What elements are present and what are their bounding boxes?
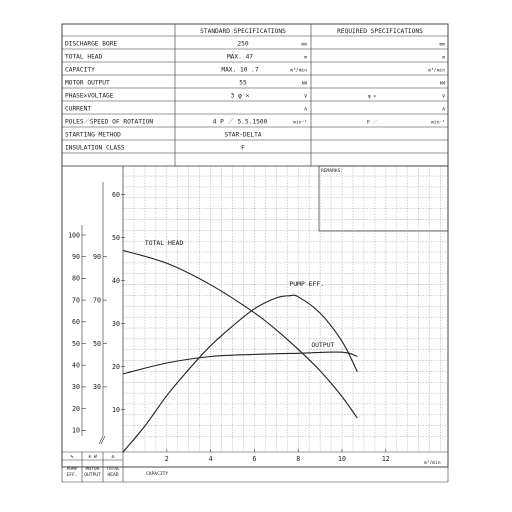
pump-eff-label: PUMP EFF. (289, 279, 325, 288)
footer-motor-output: MOTOR OUTPUT (84, 467, 101, 478)
axis-break (99, 436, 103, 444)
footer-pct-unit: % (70, 455, 74, 460)
required-mid: P ／ (366, 120, 378, 126)
spec-value: 4 P ／ 5.5.1500 (212, 118, 268, 126)
footer-pump-eff: PUMP EFF. (66, 467, 78, 478)
spec-label: STARTING METHOD (65, 131, 121, 139)
spec-unit: kW (301, 81, 307, 87)
performance-chart (68, 166, 448, 463)
spec-value: 250 (237, 40, 249, 48)
pump-eff-tick-label: 80 (72, 274, 80, 283)
total-head-tick-label: 10 (112, 405, 120, 414)
footer-m-unit: m (111, 455, 115, 460)
required-unit: m (442, 55, 445, 61)
spec-unit: V (304, 94, 307, 100)
x-tick-label: 2 (164, 455, 169, 463)
spec-value: F (241, 144, 245, 152)
required-unit: kW (439, 81, 445, 87)
spec-value: MAX. 10 .7 (221, 66, 259, 74)
spec-unit: m³/min (290, 68, 307, 74)
spec-value: MAX. 47 (226, 53, 254, 61)
total-head-tick-label: 20 (112, 362, 120, 371)
x-axis-unit: m³/min (424, 461, 441, 466)
remarks-box (319, 166, 448, 231)
motor-output-tick-label: 90 (93, 253, 101, 261)
spec-table-grid (62, 24, 448, 467)
total-head-tick-label: 30 (112, 319, 120, 328)
spec-value: 55 (239, 79, 247, 87)
remarks-label: REMARKS: (321, 169, 344, 174)
motor-output-tick-label: 70 (93, 296, 101, 305)
pump-eff-tick-label: 100 (68, 231, 80, 240)
x-tick-label: 6 (252, 455, 257, 463)
pump-eff-tick-label: 70 (72, 296, 80, 305)
required-unit: min⁻¹ (431, 120, 445, 126)
spec-rows (65, 41, 445, 152)
spec-label: CAPACITY (65, 66, 95, 74)
spec-value: STAR-DELTA (224, 131, 262, 139)
spec-label: INSULATION CLASS (65, 144, 125, 152)
required-unit: m³/min (428, 68, 445, 74)
x-tick-label: 10 (338, 455, 346, 463)
capacity-axis-label: CAPACITY (146, 472, 169, 477)
required-unit: A (442, 107, 445, 113)
spec-table (65, 28, 445, 152)
spec-unit: mm (301, 42, 307, 48)
spec-unit: m (304, 55, 307, 61)
required-spec-header: REQUIRED SPECIFICATIONS (337, 28, 423, 35)
required-unit: V (442, 94, 445, 100)
motor-output-tick-label: 30 (93, 383, 101, 392)
x-tick-label: 4 (208, 455, 213, 463)
chart-curves (123, 239, 357, 452)
pump-eff-tick-label: 30 (72, 383, 80, 392)
chart-axes (68, 182, 390, 463)
spec-label: PHASE×VOLTAGE (65, 92, 114, 100)
footer-kw-unit: k W (88, 455, 97, 460)
spec-label: CURRENT (65, 105, 92, 113)
total-head-tick-label: 40 (112, 276, 120, 285)
required-unit: mm (439, 42, 445, 48)
motor-output-tick-label: 50 (93, 339, 101, 348)
total-head-label: TOTAL HEAD (144, 239, 184, 248)
x-tick-label: 12 (381, 455, 390, 463)
pump-eff-tick-label: 10 (72, 426, 80, 435)
pump-eff-tick-label: 60 (72, 318, 80, 327)
output-curve (123, 352, 357, 374)
spec-value: 3 φ × (230, 92, 250, 100)
pump-eff-tick-label: 90 (72, 253, 80, 261)
standard-spec-header: STANDARD SPECIFICATIONS (200, 28, 286, 35)
spec-unit: min⁻¹ (293, 120, 307, 126)
chart-grid (123, 166, 448, 452)
spec-label: MOTOR OUTPUT (65, 79, 110, 87)
total-head-tick-label: 50 (112, 233, 120, 242)
pump-eff-tick-label: 50 (72, 339, 80, 348)
footer-total-head: TOTAL HEAD (106, 467, 120, 478)
axis-break (101, 436, 105, 444)
output-label: OUTPUT (311, 340, 335, 349)
spec-unit: A (304, 107, 307, 113)
pump-eff-tick-label: 20 (72, 404, 80, 413)
spec-label: POLES／SPEED OF ROTATION (65, 118, 154, 126)
required-mid: φ × (367, 94, 377, 100)
spec-label: DISCHARGE BORE (65, 40, 118, 48)
total-head-tick-label: 60 (112, 190, 120, 199)
x-tick-label: 8 (296, 455, 301, 463)
spec-label: TOTAL HEAD (65, 53, 103, 61)
pump-eff-tick-label: 40 (72, 361, 80, 370)
